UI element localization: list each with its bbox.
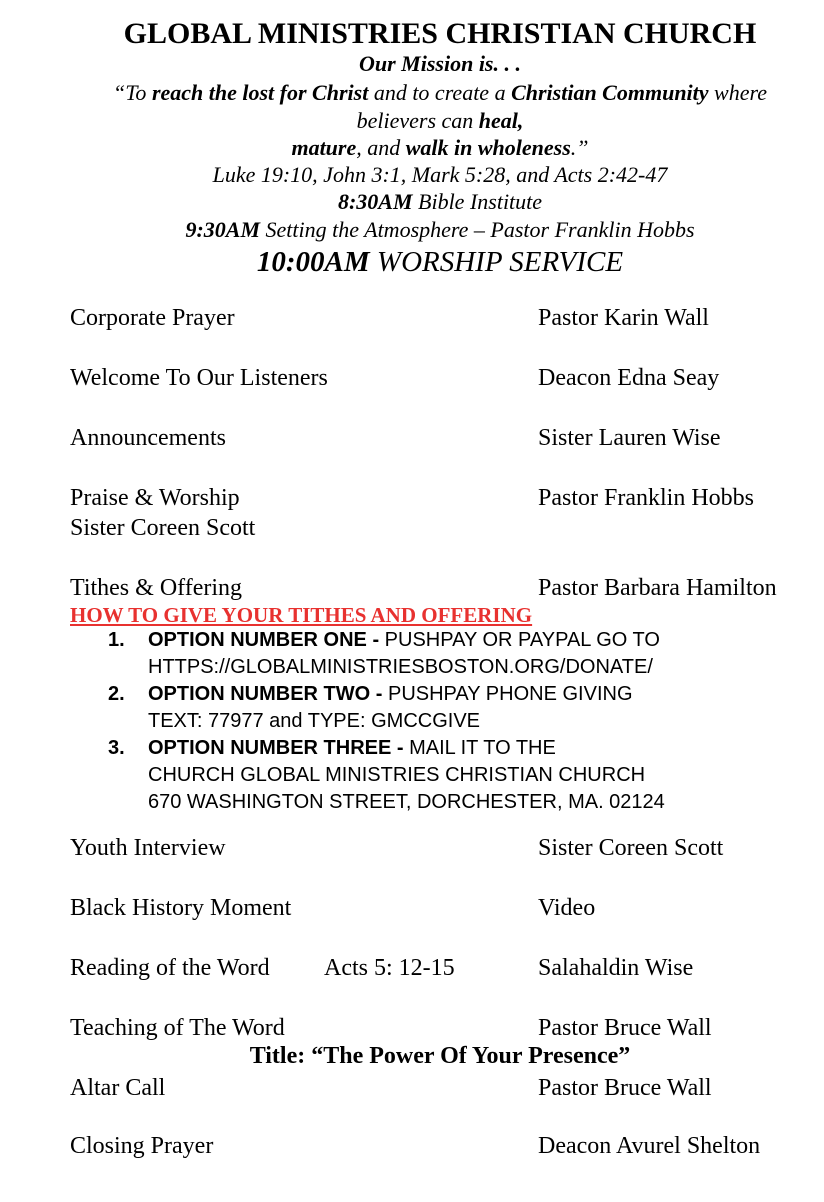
option-text: PUSHPAY PHONE GIVING	[382, 683, 633, 705]
mission-text: “To	[112, 80, 152, 105]
program-item: Black History Moment	[70, 895, 292, 921]
worship-text: WORSHIP SERVICE	[369, 246, 624, 278]
program-item: Teaching of The Word	[70, 1015, 285, 1041]
giving-options-list	[108, 627, 808, 816]
mission-text: where	[708, 80, 767, 105]
scripture-reference: Acts 5: 12-15	[324, 955, 455, 981]
praise-worship-sub-leader: Sister Coreen Scott	[70, 515, 256, 541]
atmosphere-time: 9:30AM	[185, 217, 261, 242]
option-line	[148, 681, 808, 708]
mission-text: believers can	[356, 108, 479, 133]
bible-institute-time: 8:30AM	[337, 189, 413, 214]
program-item: Welcome To Our Listeners	[70, 365, 328, 391]
program-person: Pastor Barbara Hamilton	[538, 575, 777, 601]
program-row-youth-interview	[70, 835, 810, 865]
mission-emphasis: reach the lost for Christ	[151, 80, 369, 105]
sermon-title: Title: “The Power Of Your Presence”	[249, 1043, 631, 1069]
option-line	[148, 735, 808, 762]
program-person: Video	[538, 895, 596, 921]
option-text: PUSHPAY OR PAYPAL GO TO	[379, 629, 660, 651]
program-row-altar-call	[70, 1075, 810, 1105]
option-number: 1.	[108, 629, 125, 651]
program-row-closing-prayer	[70, 1133, 810, 1163]
mission-label: Our Mission is. . .	[358, 51, 521, 76]
program-person: Pastor Karin Wall	[538, 305, 709, 331]
program-item: Announcements	[70, 425, 226, 451]
program-row-corporate-prayer	[70, 305, 810, 335]
option-label: OPTION NUMBER ONE -	[148, 629, 380, 651]
atmosphere-text: Setting the Atmosphere – Pastor Franklin Hobbs	[260, 217, 695, 242]
program-item: Reading of the Word	[70, 955, 270, 981]
program-row-welcome	[70, 365, 810, 395]
program-person: Salahaldin Wise	[538, 955, 694, 981]
mission-emphasis: heal,	[478, 108, 524, 133]
program-row-black-history	[70, 895, 810, 925]
mission-line-1	[28, 80, 824, 106]
option-url: HTTPS://GLOBALMINISTRIESBOSTON.ORG/DONATE/	[148, 656, 653, 678]
mission-text: and to create a	[368, 80, 512, 105]
option-address: 670 WASHINGTON STREET, DORCHESTER, MA. 02124	[148, 791, 665, 813]
bible-institute-text: Bible Institute	[412, 189, 543, 214]
mission-emphasis: mature	[291, 135, 357, 160]
scripture-references: Luke 19:10, John 3:1, Mark 5:28, and Acts 2:42-47	[212, 162, 668, 187]
option-number: 3.	[108, 737, 125, 759]
mission-line-2	[28, 108, 824, 134]
mission-emphasis: Christian Community	[511, 80, 709, 105]
mission-emphasis: walk in wholeness	[405, 135, 571, 160]
option-number: 2.	[108, 683, 125, 705]
giving-option-2	[108, 681, 808, 735]
worship-service-heading	[28, 246, 824, 279]
program-person: Sister Coreen Scott	[538, 835, 724, 861]
program-item: Tithes & Offering	[70, 575, 243, 601]
giving-heading: HOW TO GIVE YOUR TITHES AND OFFERING	[70, 603, 533, 627]
bible-institute-line	[28, 189, 824, 215]
program-person: Sister Lauren Wise	[538, 425, 721, 451]
program-person: Pastor Bruce Wall	[538, 1075, 712, 1101]
program-person: Pastor Franklin Hobbs	[538, 485, 754, 511]
giving-option-1	[108, 627, 808, 681]
atmosphere-line	[28, 217, 824, 243]
option-text-detail: TEXT: 77977 and TYPE: GMCCGIVE	[148, 710, 480, 732]
giving-option-3	[108, 735, 808, 816]
option-label: OPTION NUMBER THREE -	[148, 737, 404, 759]
option-text: MAIL IT TO THE	[403, 737, 556, 759]
program-row-praise-worship	[70, 485, 810, 515]
program-item: Corporate Prayer	[70, 305, 235, 331]
program-row-reading	[70, 955, 810, 985]
program-item: Altar Call	[70, 1075, 166, 1101]
program-person: Deacon Edna Seay	[538, 365, 720, 391]
program-item: Youth Interview	[70, 835, 226, 861]
option-label: OPTION NUMBER TWO -	[148, 683, 383, 705]
program-item: Praise & Worship	[70, 485, 240, 511]
program-person: Pastor Bruce Wall	[538, 1015, 712, 1041]
program-person: Deacon Avurel Shelton	[538, 1133, 761, 1159]
program-item: Closing Prayer	[70, 1133, 214, 1159]
mission-line-3	[28, 135, 824, 161]
church-title: GLOBAL MINISTRIES CHRISTIAN CHURCH	[123, 17, 757, 50]
mission-text: .”	[570, 135, 589, 160]
program-row-announcements	[70, 425, 810, 455]
program-row-teaching	[70, 1015, 810, 1045]
option-text-detail: CHURCH GLOBAL MINISTRIES CHRISTIAN CHURCH	[148, 764, 646, 786]
program-row-tithes	[70, 575, 810, 605]
option-line	[148, 627, 808, 654]
mission-text: , and	[356, 135, 406, 160]
worship-time: 10:00AM	[256, 246, 370, 278]
